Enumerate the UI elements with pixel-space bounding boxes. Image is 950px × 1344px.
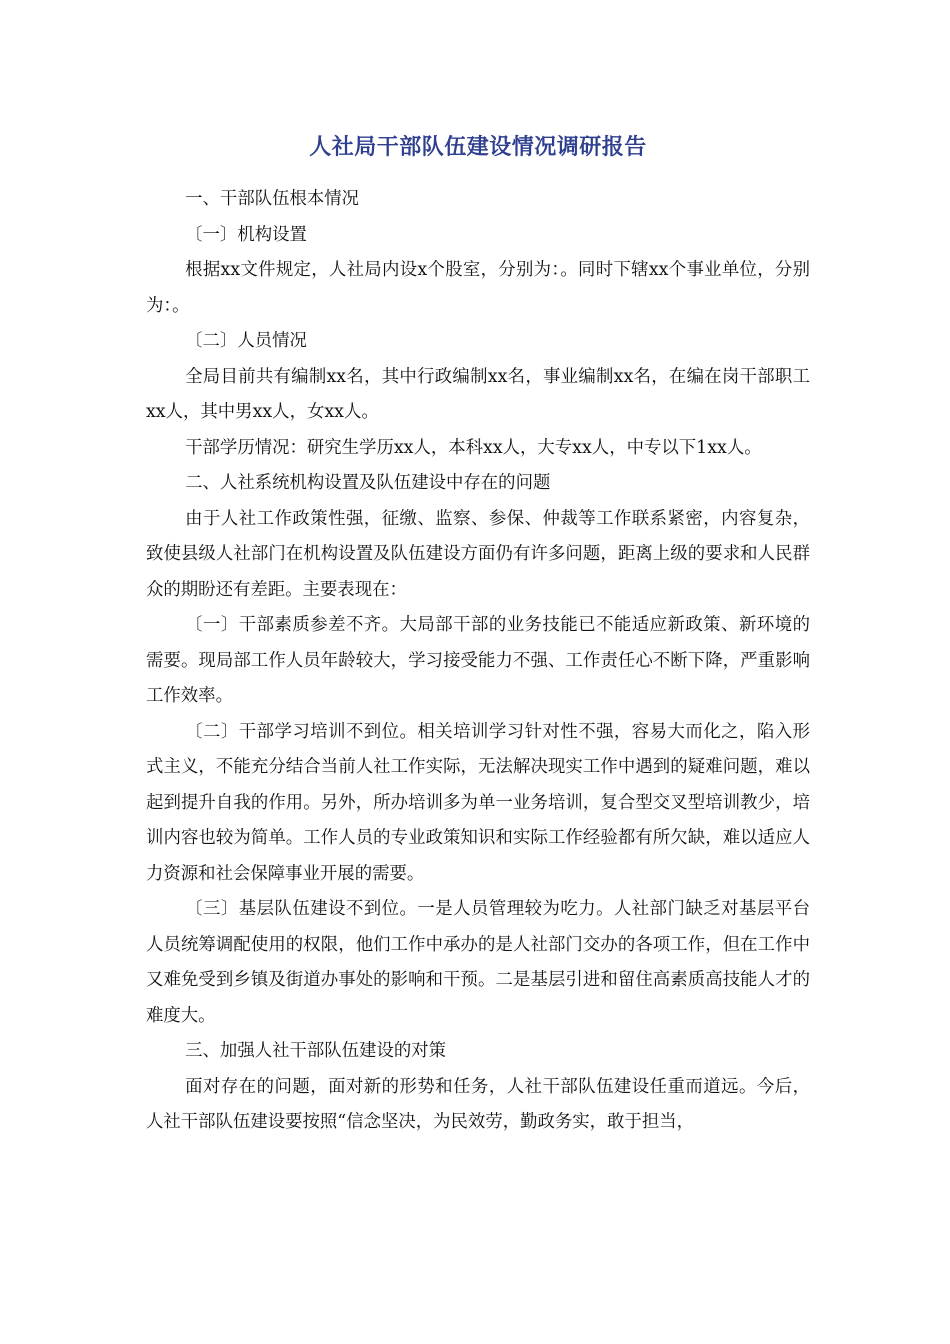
document-title: 人社局干部队伍建设情况调研报告 bbox=[309, 135, 647, 160]
section-heading-2: 二、人社系统机构设置及队伍建设中存在的问题 bbox=[185, 473, 551, 493]
document-page bbox=[146, 128, 810, 1141]
paragraph-staff-count: 全局目前共有编制xx名，其中行政编制xx名，事业编制xx名，在编在岗干部职工xx人，其中男xx人，女xx人。 bbox=[146, 366, 810, 422]
subsection-heading-staff: 〔二〕人员情况 bbox=[185, 331, 307, 351]
paragraph-problems-intro: 由于人社工作政策性强，征缴、监察、参保、仲裁等工作联系紧密，内容复杂，致使县级人社部门在机构设置及队伍建设方面仍有许多问题，距离上级的要求和人民群众的期盼还有差距。主要表现在： bbox=[146, 508, 810, 600]
section-heading-1: 一、干部队伍根本情况 bbox=[185, 189, 360, 209]
paragraph-problem-2: 〔二〕干部学习培训不到位。相关培训学习针对性不强，容易大而化之，陷入形式主义，不能充分结合当前人社工作实际，无法解决现实工作中遇到的疑难问题，难以起到提升自我的作用。另外，所办培训多为单一业务培训，复合型交叉型培训教少，培训内容也较为简单。工作人员的专业政策知识和实际工作经验都有所欠缺，难以适应人力资源和社会保障事业开展的需要。 bbox=[146, 721, 810, 884]
paragraph-org-setup: 根据xx文件规定，人社局内设x个股室，分别为：。同时下辖xx个事业单位，分别为：。 bbox=[146, 260, 810, 316]
section-heading-3: 三、加强人社干部队伍建设的对策 bbox=[185, 1041, 447, 1061]
paragraph-measures: 面对存在的问题，面对新的形势和任务，人社干部队伍建设任重而道远。今后，人社干部队伍建设要按照“信念坚决，为民效劳，勤政务实，敢于担当， bbox=[146, 1076, 810, 1132]
subsection-heading-org-setup: 〔一〕机构设置 bbox=[185, 224, 307, 245]
paragraph-education: 干部学历情况：研究生学历xx人，本科xx人，大专xx人，中专以下1xx人。 bbox=[185, 437, 762, 458]
paragraph-problem-3: 〔三〕基层队伍建设不到位。一是人员管理较为吃力。人社部门缺乏对基层平台人员统筹调配使用的权限，他们工作中承办的是人社部门交办的各项工作，但在工作中又难免受到乡镇及街道办事处的影响和干预。二是基层引进和留住高素质高技能人才的难度大。 bbox=[146, 899, 810, 1026]
paragraph-problem-1: 〔一〕干部素质参差不齐。大局部干部的业务技能已不能适应新政策、新环境的需要。现局部工作人员年龄较大，学习接受能力不强、工作责任心不断下降，严重影响工作效率。 bbox=[146, 615, 810, 706]
